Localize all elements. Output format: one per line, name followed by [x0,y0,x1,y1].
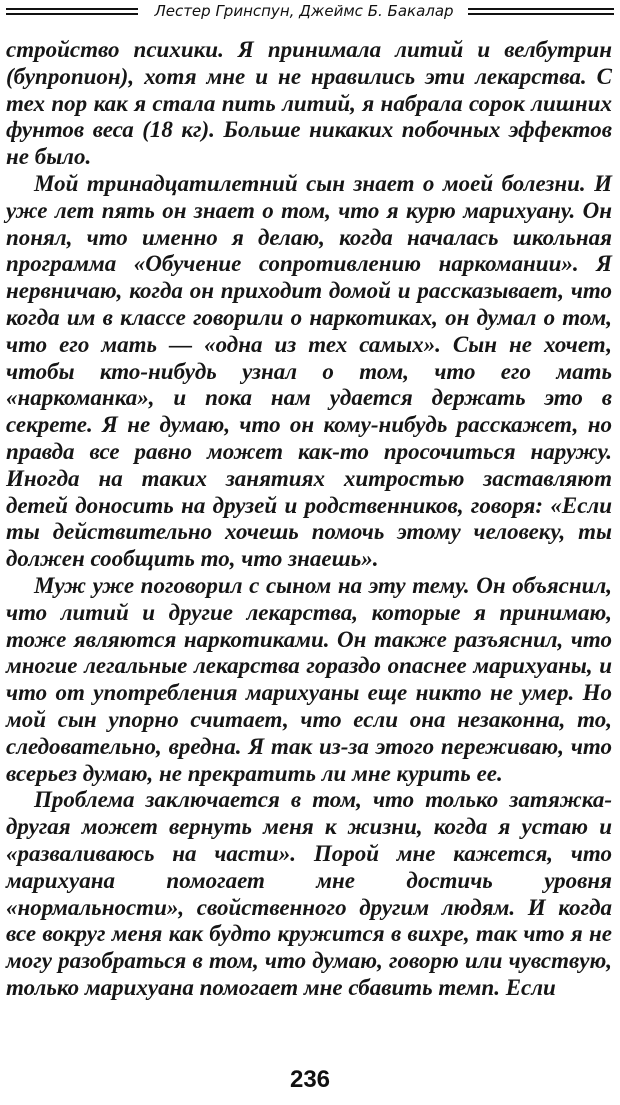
paragraph-continuation: стройство психики. Я принимала литий и велбутрин (бупропион), хотя мне и не нравились эти лекарства. С тех пор как я стала пить литий, я набрала сорок лишних фунтов веса (18 кг). Больше никаких побочных эффектов не было. [6,37,612,170]
header-rule-left [6,8,138,15]
paragraph: Муж уже поговорил с сыном на эту тему. Он объяснил, что литий и другие лекарства, которые я принимаю, тоже являются наркотиками. Он также разъяснил, что многие легальные лекарства гораздо опаснее марихуаны, и что от употребления марихуаны еще никто не умер. Но мой сын упорно считает, что если она незаконна, то, следовательно, вредна. Я так из-за этого переживаю, что всерьез думаю, не прекратить ли мне курить ее. [6,572,612,786]
running-title: Лестер Гринспун, Джеймс Б. Бакалар [154,2,454,20]
header-rule-right [468,8,614,15]
paragraph: Мой тринадцатилетний сын знает о моей болезни. И уже лет пять он знает о том, что я курю марихуану. Он понял, что именно я делаю, когда началась школьная программа «Обучение сопротивлению наркомании». Я нервничаю, когда он приходит домой и рассказывает, что когда им в классе говорили о наркотиках, он думал о том, что его мать — «одна из тех самых». Сын не хочет, чтобы кто-нибудь узнал о том, что его мать «наркоманка», и пока нам удается держать это в секрете. Я не думаю, что он кому-нибудь расскажет, но правда все равно может как-то просочиться наружу. Иногда на таких занятиях хитростью заставляют детей доносить на друзей и родственников, говоря: «Если ты действительно хочешь помочь этому человеку, ты должен сообщить то, что знаешь». [6,170,612,572]
body-text [6,37,612,1002]
paragraph: Проблема заключается в том, что только затяжка-другая может вернуть меня к жизни, когда я устаю и «разваливаюсь на части». Порой мне кажется, что марихуана помогает мне достичь уровня «нормальности», свойственного другим людям. И когда все вокруг меня как будто кружится в вихре, так что я не могу разобраться в том, что думаю, говорю или чувствую, только марихуана помогает мне сбавить темп. Если [6,787,612,1000]
page-number: 236 [289,1066,331,1093]
running-header [0,0,620,26]
